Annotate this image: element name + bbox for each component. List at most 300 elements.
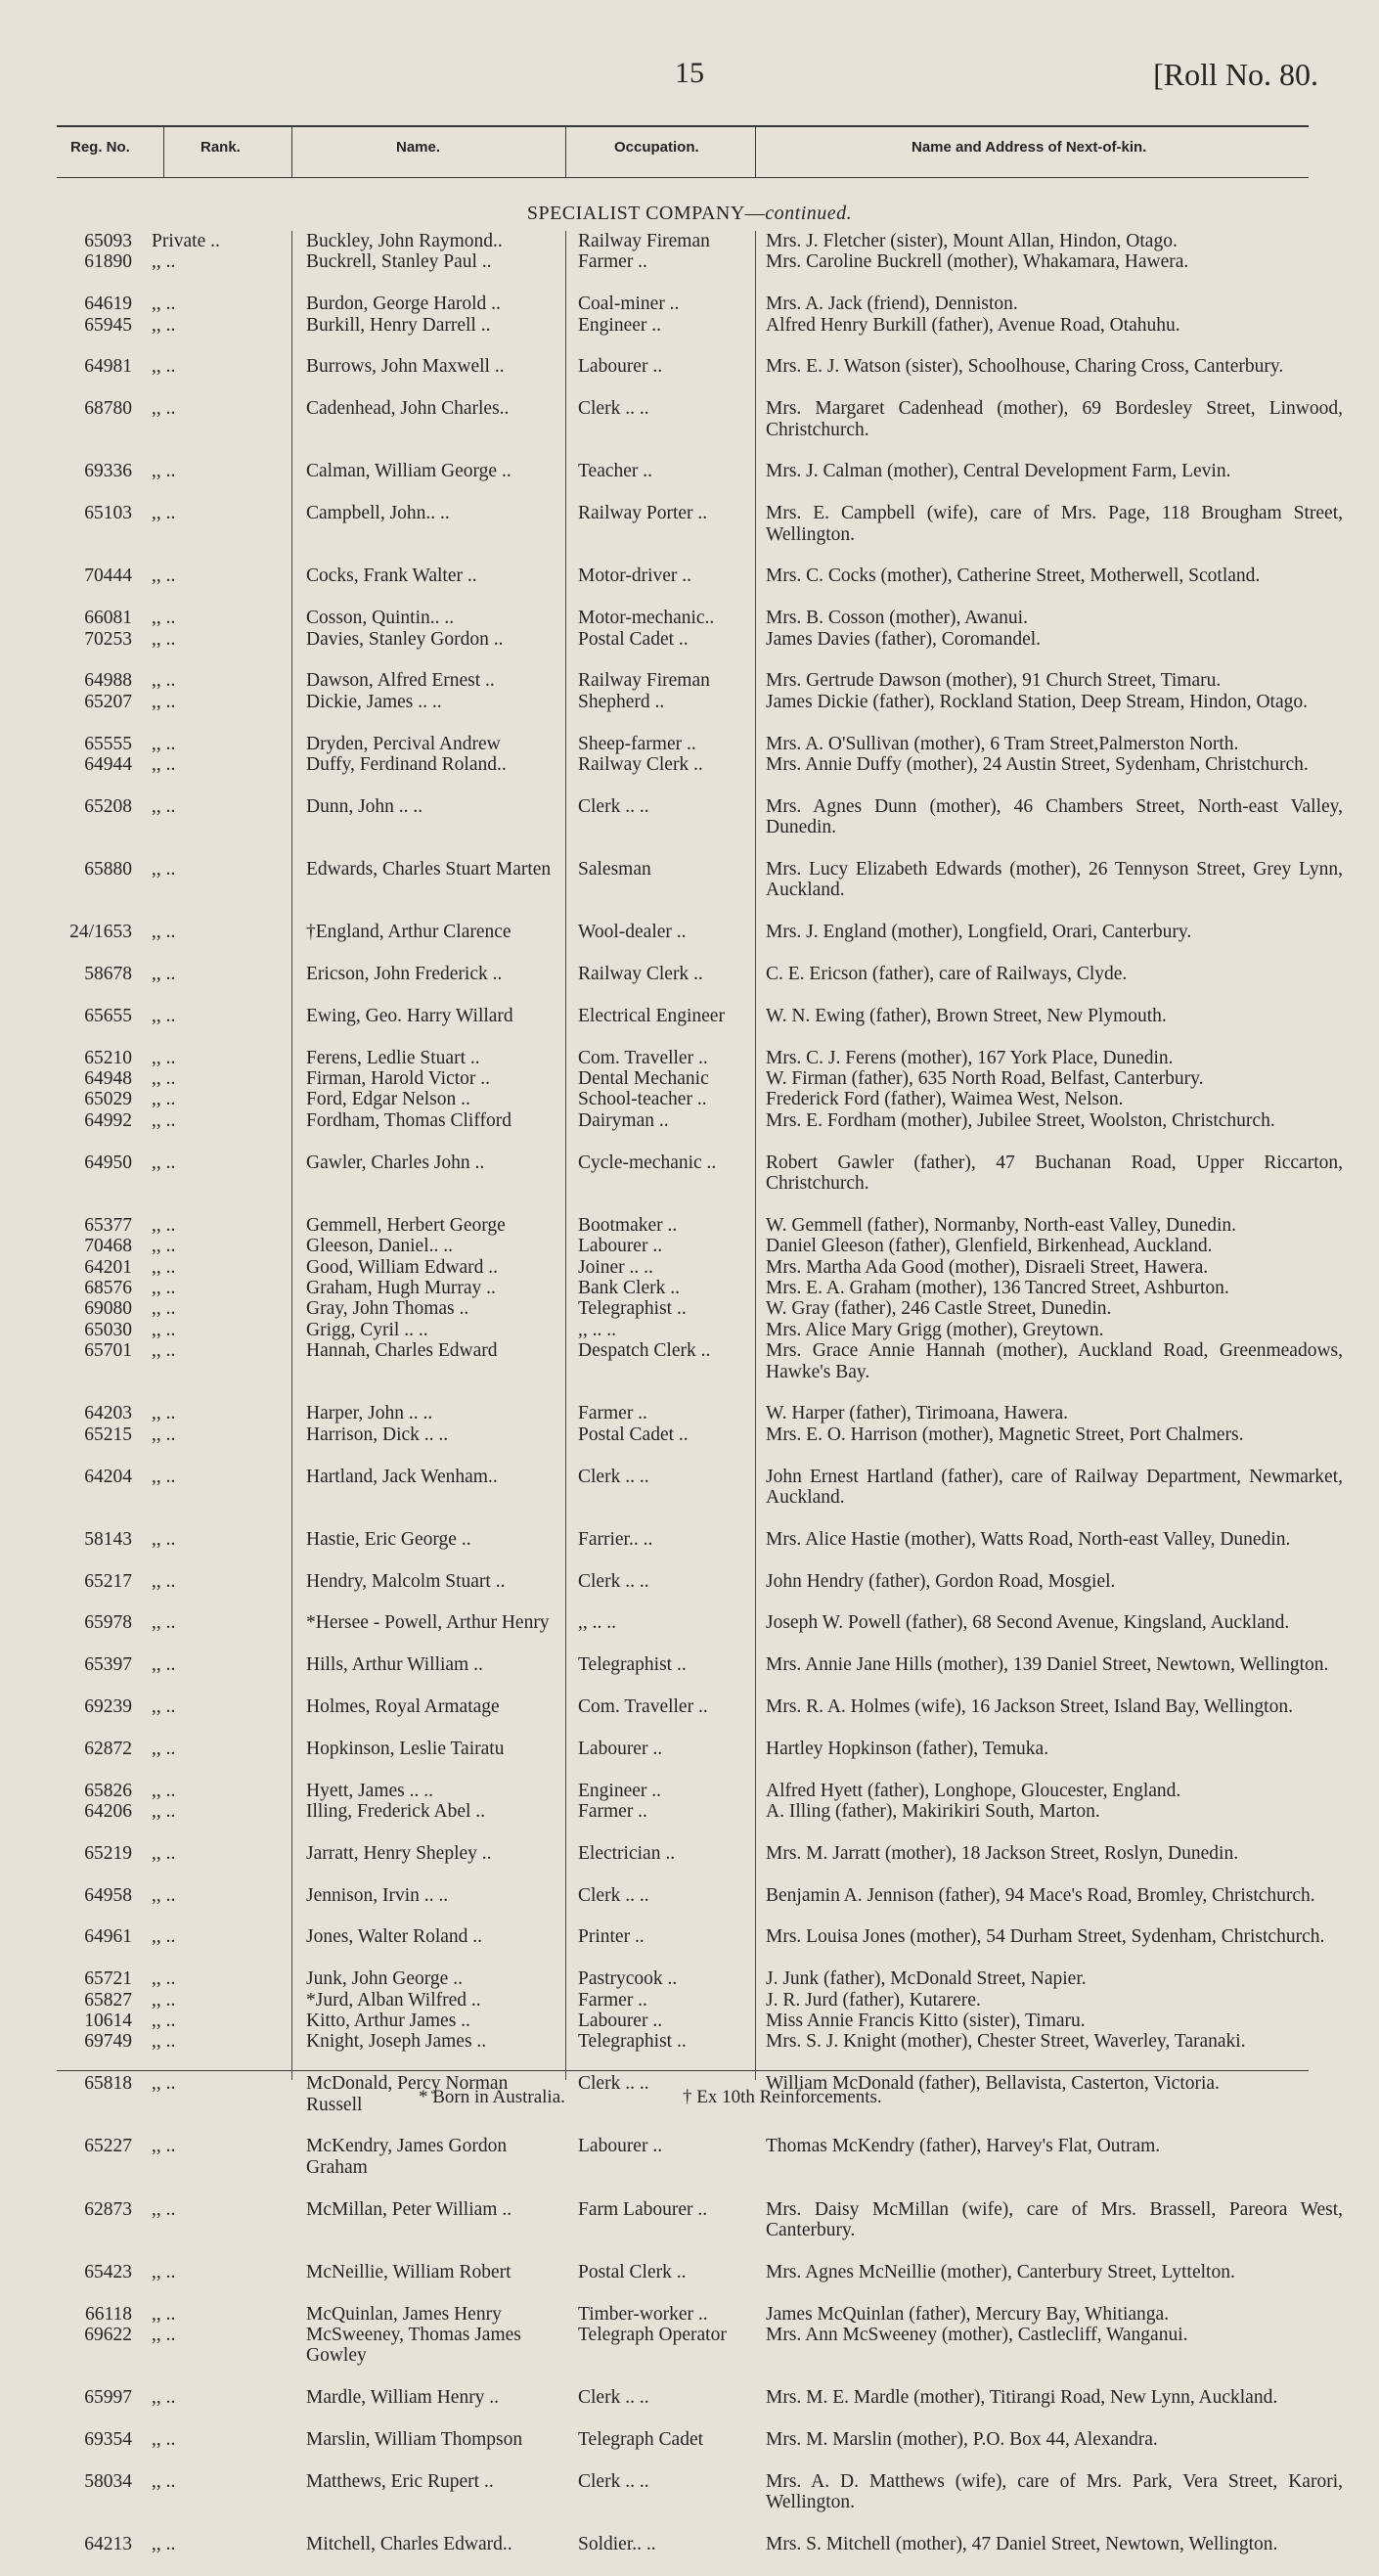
cell-occupation: Postal Clerk .. [578, 2261, 687, 2282]
cell-reg-no: 65029 [84, 1089, 132, 1110]
table-row [0, 922, 1379, 942]
cell-rank: ,, .. [152, 1152, 176, 1173]
cell-name: Dawson, Alfred Ernest .. [306, 670, 495, 692]
cell-occupation: Clerk .. .. [578, 2470, 649, 2492]
cell-occupation: Railway Clerk .. [578, 754, 703, 776]
cell-rank: ,, .. [152, 1696, 176, 1718]
cell-next-of-kin: Mrs. M. Marslin (mother), P.O. Box 44, Alexandra. [766, 2429, 1158, 2451]
cell-occupation: Coal-miner .. [578, 294, 680, 315]
table-row [0, 2199, 1379, 2241]
cell-next-of-kin: Mrs. M. E. Mardle (mother), Titirangi Road, New Lynn, Auckland. [766, 2387, 1278, 2409]
cell-name: Graham, Hugh Murray .. [306, 1278, 496, 1299]
table-row [0, 1654, 1379, 1675]
table-row [0, 1006, 1379, 1026]
cell-reg-no: 65997 [84, 2387, 132, 2409]
header-rank: Rank. [200, 139, 241, 156]
cell-reg-no: 64203 [84, 1403, 132, 1424]
cell-next-of-kin: Mrs. Ann McSweeney (mother), Castlecliff, Wanganui. [766, 2325, 1188, 2346]
cell-name: McQuinlan, James Henry [306, 2303, 502, 2325]
table-row [0, 1320, 1379, 1340]
cell-rank: ,, .. [152, 628, 176, 650]
cell-rank: ,, .. [152, 2325, 176, 2346]
table-row [0, 1278, 1379, 1298]
cell-next-of-kin: Joseph W. Powell (father), 68 Second Avenue, Kingsland, Auckland. [766, 1612, 1290, 1634]
cell-name: Jones, Walter Roland .. [306, 1926, 483, 1948]
cell-occupation: Farmer .. [578, 1989, 647, 2011]
section-subtitle: continued. [765, 203, 853, 224]
table-row [0, 1571, 1379, 1592]
cell-rank: ,, .. [152, 1780, 176, 1801]
cell-next-of-kin: Mrs. Annie Jane Hills (mother), 139 Daniel Street, Newtown, Wellington. [766, 1654, 1329, 1676]
table-row [0, 2387, 1379, 2408]
table-row [0, 1885, 1379, 1906]
cell-name: Gleeson, Daniel.. .. [306, 1236, 454, 1257]
page-number: 15 [675, 57, 704, 89]
cell-occupation: Com. Traveller .. [578, 1696, 708, 1718]
cell-next-of-kin: W. N. Ewing (father), Brown Street, New Plymouth. [766, 1005, 1167, 1026]
table-row [0, 2325, 1379, 2367]
header-divider [163, 125, 164, 178]
cell-rank: ,, .. [152, 2387, 176, 2409]
cell-reg-no: 65826 [84, 1780, 132, 1801]
cell-next-of-kin: Mrs. R. A. Holmes (wife), 16 Jackson Street, Island Bay, Wellington. [766, 1696, 1293, 1718]
cell-reg-no: 64950 [84, 1152, 132, 1173]
cell-next-of-kin: Mrs. E. Fordham (mother), Jubilee Street, Woolston, Christchurch. [766, 1109, 1275, 1131]
cell-next-of-kin: Frederick Ford (father), Waimea West, Nelson. [766, 1089, 1124, 1110]
cell-occupation: Timber-worker .. [578, 2303, 708, 2325]
cell-occupation: Clerk .. .. [578, 2387, 649, 2409]
cell-rank: ,, .. [152, 670, 176, 692]
footnote-ex-reinforcements: † Ex 10th Reinforcements. [683, 2087, 882, 2107]
cell-rank: ,, .. [152, 1612, 176, 1634]
cell-occupation: Printer .. [578, 1926, 645, 1948]
cell-rank: ,, .. [152, 2073, 176, 2095]
cell-occupation: Farmer .. [578, 251, 647, 273]
cell-name: Dunn, John .. .. [306, 795, 423, 817]
cell-next-of-kin: W. Gemmell (father), Normanby, North-east Valley, Dunedin. [766, 1214, 1237, 1236]
cell-occupation: Electrical Engineer [578, 1005, 725, 1026]
table-row [0, 1152, 1379, 1195]
cell-name: *Hersee - Powell, Arthur Henry [306, 1612, 550, 1634]
cell-name: Hills, Arthur William .. [306, 1654, 483, 1676]
cell-name: Dickie, James .. .. [306, 691, 442, 712]
section-title [0, 203, 1379, 225]
cell-next-of-kin: James Davies (father), Coromandel. [766, 628, 1042, 650]
table-row [0, 2304, 1379, 2325]
table-row [0, 356, 1379, 377]
cell-reg-no: 69336 [84, 461, 132, 482]
cell-name: Junk, John George .. [306, 1968, 463, 1990]
cell-next-of-kin: Mrs. S. J. Knight (mother), Chester Street, Waverley, Taranaki. [766, 2031, 1246, 2053]
table-row [0, 1110, 1379, 1131]
cell-rank: ,, .. [152, 1256, 176, 1278]
roll-table [0, 231, 1379, 2576]
cell-rank: ,, .. [152, 461, 176, 482]
cell-next-of-kin: Mrs. Daisy McMillan (wife), care of Mrs. Brassell, Pareora West, Canterbury. [766, 2198, 1343, 2241]
cell-reg-no: 65217 [84, 1570, 132, 1592]
cell-rank: Private .. [152, 231, 220, 251]
cell-reg-no: 65423 [84, 2261, 132, 2282]
cell-occupation: Clerk .. .. [578, 1466, 649, 1487]
table-row [0, 1068, 1379, 1089]
cell-name: Hastie, Eric George .. [306, 1528, 471, 1550]
cell-next-of-kin: C. E. Ericson (father), care of Railways, Clyde. [766, 964, 1128, 985]
cell-rank: ,, .. [152, 1005, 176, 1026]
cell-rank: ,, .. [152, 859, 176, 881]
cell-next-of-kin: W. Gray (father), 246 Castle Street, Dunedin. [766, 1298, 1112, 1320]
cell-rank: ,, .. [152, 294, 176, 315]
cell-reg-no: 64204 [84, 1466, 132, 1487]
cell-rank: ,, .. [152, 1278, 176, 1299]
cell-rank: ,, .. [152, 1842, 176, 1864]
table-row [0, 796, 1379, 838]
cell-reg-no: 68780 [84, 398, 132, 420]
cell-next-of-kin: John Ernest Hartland (father), care of Railway Department, Newmarket, Auckland. [766, 1466, 1343, 1509]
cell-rank: ,, .. [152, 2136, 176, 2157]
cell-name: Firman, Harold Victor .. [306, 1068, 491, 1090]
table-row [0, 251, 1379, 272]
cell-occupation: Cycle-mechanic .. [578, 1152, 717, 1173]
cell-reg-no: 66118 [84, 2303, 132, 2325]
cell-occupation: Com. Traveller .. [578, 1047, 708, 1068]
table-row [0, 1926, 1379, 1947]
cell-reg-no: 69354 [84, 2429, 132, 2451]
cell-rank: ,, .. [152, 1403, 176, 1424]
cell-name: *Jurd, Alban Wilfred .. [306, 1989, 481, 2011]
cell-rank: ,, .. [152, 754, 176, 776]
roll-number: [Roll No. 80. [1153, 57, 1318, 92]
cell-next-of-kin: Benjamin A. Jennison (father), 94 Mace's Road, Bromley, Christchurch. [766, 1884, 1315, 1906]
cell-reg-no: 66081 [84, 608, 132, 629]
cell-occupation: Farm Labourer .. [578, 2198, 708, 2220]
cell-occupation: School-teacher .. [578, 1089, 707, 1110]
cell-name: Kitto, Arthur James .. [306, 2011, 470, 2032]
cell-name: Burdon, George Harold .. [306, 294, 501, 315]
header-divider [755, 125, 756, 178]
cell-reg-no: 64988 [84, 670, 132, 692]
cell-name: Illing, Frederick Abel .. [306, 1801, 486, 1823]
cell-occupation: Soldier.. .. [578, 2534, 656, 2555]
cell-name: Ferens, Ledlie Stuart .. [306, 1047, 480, 1068]
cell-rank: ,, .. [152, 1340, 176, 1362]
cell-rank: ,, .. [152, 2303, 176, 2325]
cell-reg-no: 58034 [84, 2470, 132, 2492]
cell-rank: ,, .. [152, 503, 176, 524]
cell-name: Mitchell, Charles Edward.. [306, 2534, 512, 2555]
cell-rank: ,, .. [152, 1968, 176, 1990]
cell-reg-no: 64213 [84, 2534, 132, 2555]
cell-occupation: Motor-mechanic.. [578, 608, 715, 629]
cell-next-of-kin: Mrs. S. Mitchell (mother), 47 Daniel Street, Newtown, Wellington. [766, 2534, 1278, 2555]
cell-next-of-kin: J. Junk (father), McDonald Street, Napier. [766, 1968, 1087, 1990]
cell-next-of-kin: Mrs. Annie Duffy (mother), 24 Austin Street, Sydenham, Christchurch. [766, 754, 1309, 776]
cell-occupation: Telegraphist .. [578, 1298, 687, 1320]
cell-rank: ,, .. [152, 1989, 176, 2011]
cell-occupation: Joiner .. .. [578, 1256, 653, 1278]
cell-name: Jarratt, Henry Shepley .. [306, 1842, 492, 1864]
cell-occupation: ,, .. .. [578, 1612, 616, 1634]
cell-reg-no: 64992 [84, 1109, 132, 1131]
cell-occupation: Motor-driver .. [578, 565, 692, 587]
cell-rank: ,, .. [152, 2470, 176, 2492]
cell-next-of-kin: Mrs. Margaret Cadenhead (mother), 69 Bordesley Street, Linwood, Christchurch. [766, 398, 1343, 440]
header-bottom-rule [57, 177, 1309, 178]
cell-rank: ,, .. [152, 964, 176, 985]
cell-name: Mardle, William Henry .. [306, 2387, 500, 2409]
cell-reg-no: 65397 [84, 1654, 132, 1676]
cell-next-of-kin: Mrs. M. Jarratt (mother), 18 Jackson Street, Roslyn, Dunedin. [766, 1842, 1239, 1864]
cell-reg-no: 69749 [84, 2031, 132, 2053]
cell-occupation: Salesman [578, 859, 651, 881]
cell-occupation: Teacher .. [578, 461, 653, 482]
cell-reg-no: 65207 [84, 691, 132, 712]
cell-rank: ,, .. [152, 1089, 176, 1110]
cell-next-of-kin: Mrs. Gertrude Dawson (mother), 91 Church Street, Timaru. [766, 670, 1222, 692]
cell-reg-no: 62872 [84, 1738, 132, 1759]
table-row [0, 1801, 1379, 1822]
cell-occupation: Wool-dealer .. [578, 922, 687, 943]
cell-name: Harrison, Dick .. .. [306, 1424, 449, 1445]
cell-reg-no: 65880 [84, 859, 132, 881]
cell-next-of-kin: Hartley Hopkinson (father), Temuka. [766, 1738, 1049, 1759]
cell-name: Buckrell, Stanley Paul .. [306, 251, 492, 273]
cell-occupation: Despatch Clerk .. [578, 1340, 711, 1362]
cell-name: Hopkinson, Leslie Tairatu [306, 1738, 505, 1759]
cell-name: Buckley, John Raymond.. [306, 231, 503, 251]
cell-rank: ,, .. [152, 1528, 176, 1550]
cell-reg-no: 65093 [84, 231, 132, 251]
cell-rank: ,, .. [152, 1319, 176, 1340]
cell-reg-no: 64619 [84, 294, 132, 315]
cell-occupation: Postal Cadet .. [578, 628, 689, 650]
table-row [0, 315, 1379, 336]
table-row [0, 2011, 1379, 2031]
cell-occupation: Sheep-farmer .. [578, 733, 696, 754]
cell-rank: ,, .. [152, 608, 176, 629]
cell-rank: ,, .. [152, 1214, 176, 1236]
cell-rank: ,, .. [152, 1236, 176, 1257]
cell-name: Gawler, Charles John .. [306, 1152, 485, 1173]
cell-rank: ,, .. [152, 2429, 176, 2451]
table-row [0, 2429, 1379, 2450]
cell-next-of-kin: Mrs. A. D. Matthews (wife), care of Mrs. Park, Vera Street, Karori, Wellington. [766, 2470, 1343, 2513]
cell-occupation: Telegraphist .. [578, 1654, 687, 1676]
cell-name: Cadenhead, John Charles.. [306, 398, 510, 420]
table-row [0, 1968, 1379, 1989]
cell-occupation: Railway Porter .. [578, 503, 708, 524]
cell-name: Edwards, Charles Stuart Marten [306, 859, 552, 881]
cell-name: Good, William Edward .. [306, 1256, 498, 1278]
cell-occupation: Labourer .. [578, 1738, 663, 1759]
cell-reg-no: 24/1653 [69, 922, 132, 943]
cell-next-of-kin: A. Illing (father), Makirikiri South, Marton. [766, 1801, 1100, 1823]
cell-next-of-kin: Mrs. E. J. Watson (sister), Schoolhouse, Charing Cross, Canterbury. [766, 356, 1284, 378]
cell-next-of-kin: Mrs. Louisa Jones (mother), 54 Durham Street, Sydenham, Christchurch. [766, 1926, 1325, 1948]
cell-rank: ,, .. [152, 1738, 176, 1759]
header-occupation: Occupation. [614, 139, 699, 156]
cell-reg-no: 65945 [84, 314, 132, 336]
table-row [0, 1215, 1379, 1236]
cell-reg-no: 65978 [84, 1612, 132, 1634]
cell-next-of-kin: Mrs. Martha Ada Good (mother), Disraeli Street, Hawera. [766, 1256, 1209, 1278]
cell-next-of-kin: Robert Gawler (father), 47 Buchanan Road, Upper Riccarton, Christchurch. [766, 1152, 1343, 1195]
table-row [0, 1257, 1379, 1278]
table-row [0, 1781, 1379, 1801]
cell-name: McKendry, James Gordon Graham [306, 2136, 508, 2178]
cell-name: Holmes, Royal Armatage [306, 1696, 500, 1718]
table-row [0, 1424, 1379, 1445]
cell-rank: ,, .. [152, 691, 176, 712]
table-row [0, 692, 1379, 712]
cell-occupation: Dairyman .. [578, 1109, 669, 1131]
cell-reg-no: 10614 [84, 2011, 132, 2032]
cell-occupation: Bootmaker .. [578, 1214, 678, 1236]
table-row [0, 461, 1379, 481]
table-row [0, 1403, 1379, 1424]
cell-next-of-kin: James McQuinlan (father), Mercury Bay, Whitianga. [766, 2303, 1170, 2325]
footer-rule [57, 2070, 1309, 2071]
cell-next-of-kin: John Hendry (father), Gordon Road, Mosgiel. [766, 1570, 1116, 1592]
cell-rank: ,, .. [152, 1926, 176, 1948]
cell-occupation: Labourer .. [578, 2136, 663, 2157]
cell-occupation: Telegraph Operator [578, 2325, 727, 2346]
cell-rank: ,, .. [152, 356, 176, 378]
cell-name: Cosson, Quintin.. .. [306, 608, 455, 629]
cell-name: Burrows, John Maxwell .. [306, 356, 505, 378]
cell-next-of-kin: Alfred Henry Burkill (father), Avenue Road, Otahuhu. [766, 314, 1180, 336]
section-title-text: SPECIALIST COMPANY— [526, 203, 766, 224]
table-row [0, 1089, 1379, 1109]
cell-occupation: Labourer .. [578, 2011, 663, 2032]
cell-name: Fordham, Thomas Clifford [306, 1109, 512, 1131]
cell-next-of-kin: Mrs. J. Fletcher (sister), Mount Allan, Hindon, Otago. [766, 231, 1178, 251]
cell-occupation: Clerk .. .. [578, 1884, 649, 1906]
cell-name: Campbell, John.. .. [306, 503, 450, 524]
cell-reg-no: 64201 [84, 1256, 132, 1278]
cell-name: Marslin, William Thompson [306, 2429, 523, 2451]
header-reg-no: Reg. No. [70, 139, 130, 156]
table-row [0, 1236, 1379, 1256]
table-row [0, 2534, 1379, 2554]
header-next-of-kin: Name and Address of Next-of-kin. [912, 139, 1147, 156]
cell-rank: ,, .. [152, 1466, 176, 1487]
cell-rank: ,, .. [152, 251, 176, 273]
cell-next-of-kin: Mrs. E. A. Graham (mother), 136 Tancred Street, Ashburton. [766, 1278, 1229, 1299]
table-row [0, 608, 1379, 628]
cell-occupation: Railway Fireman [578, 670, 710, 692]
cell-rank: ,, .. [152, 565, 176, 587]
cell-reg-no: 64958 [84, 1884, 132, 1906]
cell-rank: ,, .. [152, 795, 176, 817]
table-row [0, 1298, 1379, 1319]
cell-next-of-kin: James Dickie (father), Rockland Station, Deep Stream, Hindon, Otago. [766, 691, 1308, 712]
cell-reg-no: 69080 [84, 1298, 132, 1320]
cell-reg-no: 65655 [84, 1005, 132, 1026]
cell-name: Davies, Stanley Gordon .. [306, 628, 504, 650]
cell-reg-no: 64206 [84, 1801, 132, 1823]
cell-reg-no: 64961 [84, 1926, 132, 1948]
cell-reg-no: 69239 [84, 1696, 132, 1718]
cell-reg-no: 65818 [84, 2073, 132, 2095]
cell-occupation: Telegraphist .. [578, 2031, 687, 2053]
cell-occupation: Railway Fireman [578, 231, 710, 251]
cell-occupation: Telegraph Cadet [578, 2429, 704, 2451]
cell-next-of-kin: Mrs. J. England (mother), Longfield, Orari, Canterbury. [766, 922, 1192, 943]
table-row [0, 2471, 1379, 2513]
cell-rank: ,, .. [152, 1109, 176, 1131]
table-row [0, 2031, 1379, 2052]
cell-occupation: Postal Cadet .. [578, 1424, 689, 1445]
cell-next-of-kin: Mrs. B. Cosson (mother), Awanui. [766, 608, 1028, 629]
cell-reg-no: 58143 [84, 1528, 132, 1550]
cell-rank: ,, .. [152, 1654, 176, 1676]
cell-reg-no: 68576 [84, 1278, 132, 1299]
cell-name: McMillan, Peter William .. [306, 2198, 512, 2220]
table-row [0, 1739, 1379, 1759]
cell-occupation: Farmer .. [578, 1801, 647, 1823]
table-row [0, 1340, 1379, 1382]
cell-occupation: Clerk .. .. [578, 398, 649, 420]
cell-name: Duffy, Ferdinand Roland.. [306, 754, 507, 776]
cell-rank: ,, .. [152, 2198, 176, 2220]
cell-reg-no: 65210 [84, 1047, 132, 1068]
cell-reg-no: 70444 [84, 565, 132, 587]
cell-next-of-kin: William McDonald (father), Bellavista, Casterton, Victoria. [766, 2073, 1220, 2095]
table-row [0, 1696, 1379, 1717]
cell-name: Jennison, Irvin .. .. [306, 1884, 449, 1906]
cell-next-of-kin: Mrs. Caroline Buckrell (mother), Whakamara, Hawera. [766, 251, 1189, 273]
cell-name: Knight, Joseph James .. [306, 2031, 487, 2053]
cell-occupation: Engineer .. [578, 314, 662, 336]
cell-reg-no: 65827 [84, 1989, 132, 2011]
cell-rank: ,, .. [152, 2011, 176, 2032]
table-row [0, 1843, 1379, 1864]
table-row [0, 629, 1379, 650]
cell-occupation: Engineer .. [578, 1780, 662, 1801]
cell-rank: ,, .. [152, 733, 176, 754]
cell-next-of-kin: J. R. Jurd (father), Kutarere. [766, 1989, 981, 2011]
cell-reg-no: 64981 [84, 356, 132, 378]
cell-occupation: Farmer .. [578, 1403, 647, 1424]
cell-name: Dryden, Percival Andrew [306, 733, 501, 754]
cell-next-of-kin: W. Harper (father), Tirimoana, Hawera. [766, 1403, 1069, 1424]
cell-name: Ewing, Geo. Harry Willard [306, 1005, 513, 1026]
table-row [0, 964, 1379, 984]
table-row [0, 859, 1379, 901]
cell-name: Hartland, Jack Wenham.. [306, 1466, 498, 1487]
table-row [0, 1529, 1379, 1550]
cell-occupation: Clerk .. .. [578, 795, 649, 817]
cell-occupation: Labourer .. [578, 356, 663, 378]
table-row [0, 1990, 1379, 2011]
table-row [0, 1048, 1379, 1068]
cell-next-of-kin: Mrs. Alice Mary Grigg (mother), Greytown. [766, 1319, 1104, 1340]
cell-reg-no: 65227 [84, 2136, 132, 2157]
cell-occupation: Clerk .. .. [578, 1570, 649, 1592]
cell-rank: ,, .. [152, 1068, 176, 1090]
cell-reg-no: 65208 [84, 795, 132, 817]
cell-reg-no: 64944 [84, 754, 132, 776]
cell-next-of-kin: Mrs. C. J. Ferens (mother), 167 York Place, Dunedin. [766, 1047, 1174, 1068]
cell-occupation: Railway Clerk .. [578, 964, 703, 985]
cell-name: Ford, Edgar Nelson .. [306, 1089, 470, 1110]
cell-next-of-kin: Mrs. Agnes Dunn (mother), 46 Chambers Street, North-east Valley, Dunedin. [766, 795, 1343, 838]
cell-name: †England, Arthur Clarence [306, 922, 512, 943]
header-divider [565, 125, 566, 178]
cell-name: Hyett, James .. .. [306, 1780, 433, 1801]
table-row [0, 231, 1379, 251]
cell-reg-no: 58678 [84, 964, 132, 985]
